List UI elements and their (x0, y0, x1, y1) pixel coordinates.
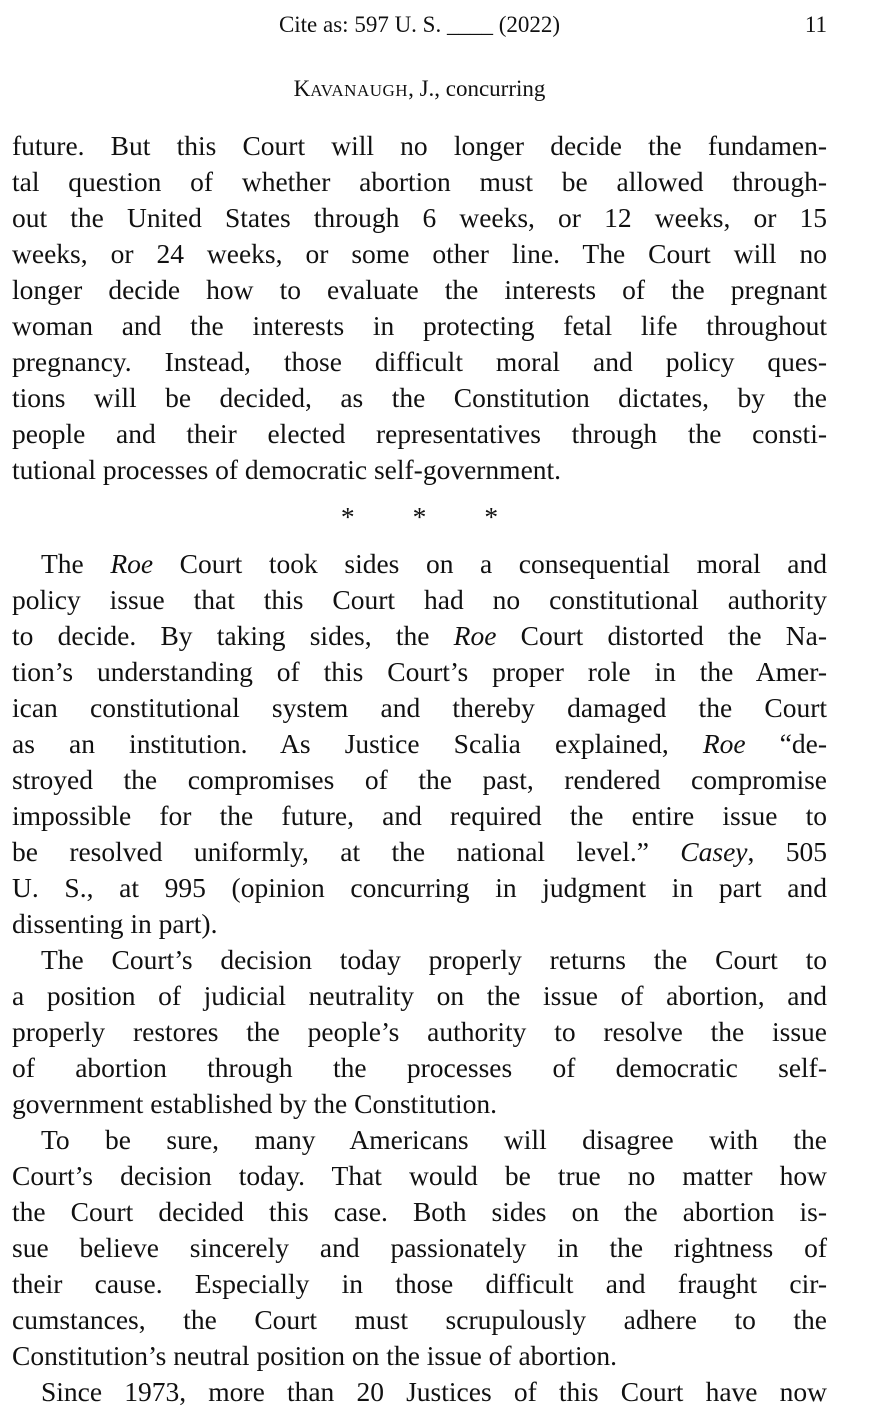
text-line: Court’s decision today. That would be true no matter how (12, 1160, 827, 1191)
text-line: future. But this Court will no longer decide the fundamen- (12, 130, 827, 161)
text-line: properly restores the people’s authority to resolve the issue (12, 1016, 827, 1047)
paragraph-4 (12, 1122, 827, 1374)
text-line: ican constitutional system and thereby damaged the Court (12, 692, 827, 723)
text-line (12, 726, 827, 762)
separator-star: * (412, 501, 427, 532)
text-run: “de- (745, 728, 827, 759)
running-head-smallcaps: AVANAUGH (310, 81, 409, 100)
text-line: tion’s understanding of this Court’s proper role in the Amer- (12, 656, 827, 687)
text-line: pregnancy. Instead, those difficult moral and policy ques- (12, 346, 827, 377)
text-line: cumstances, the Court must scrupulously adhere to the (12, 1304, 827, 1335)
text-line: government established by the Constitution. (12, 1088, 498, 1119)
paragraph-2 (12, 546, 827, 942)
case-name-italic: Roe (110, 548, 154, 579)
text-run: , 505 (747, 836, 828, 867)
case-name-italic: Roe (453, 620, 497, 651)
page-header (12, 12, 827, 44)
citation-header: Cite as: 597 U. S. ____ (2022) (278, 12, 561, 37)
text-line: impossible for the future, and required the entire issue to (12, 800, 827, 831)
text-line (12, 834, 827, 870)
text-line: the Court decided this case. Both sides on the abortion is- (12, 1196, 827, 1227)
text-run: be resolved uniformly, at the national level.” (12, 836, 681, 867)
text-line: a position of judicial neutrality on the issue of abortion, and (12, 980, 827, 1011)
page-number: 11 (804, 12, 827, 37)
paragraph-5 (12, 1374, 827, 1410)
text-run: Court took sides on a consequential moral and (153, 548, 827, 579)
text-line: tions will be decided, as the Constitution dictates, by the (12, 382, 827, 413)
separator-star: * (340, 501, 355, 532)
text-line: their cause. Especially in those difficult and fraught cir- (12, 1268, 827, 1299)
text-line: tutional processes of democratic self-government. (12, 454, 562, 485)
text-line (12, 546, 827, 582)
text-line: dissenting in part). (12, 908, 218, 939)
text-line: out the United States through 6 weeks, or 12 weeks, or 15 (12, 202, 827, 233)
text-line (12, 618, 827, 654)
running-head-rest: , J., concurring (408, 76, 546, 101)
text-line: The Court’s decision today properly returns the Court to (41, 944, 827, 975)
text-line: people and their elected representatives through the consti- (12, 418, 827, 449)
text-line: tal question of whether abortion must be allowed through- (12, 166, 827, 197)
opinion-body (12, 128, 827, 1410)
text-run: The (41, 548, 111, 579)
text-line: Constitution’s neutral position on the issue of abortion. (12, 1340, 617, 1371)
running-head-initial: K (293, 76, 311, 101)
separator-star: * (484, 501, 499, 532)
text-line: sue believe sincerely and passionately in the rightness of (12, 1232, 827, 1263)
case-name-italic: Casey (680, 836, 748, 867)
paragraph-3 (12, 942, 827, 1122)
text-run: to decide. By taking sides, the (12, 620, 454, 651)
text-run: as an institution. As Justice Scalia explained, (12, 728, 703, 759)
text-line: stroyed the compromises of the past, rendered compromise (12, 764, 827, 795)
paragraph-1 (12, 128, 827, 488)
case-name-italic: Roe (702, 728, 746, 759)
section-separator (12, 488, 827, 546)
text-line: weeks, or 24 weeks, or some other line. The Court will no (12, 238, 827, 269)
text-line: longer decide how to evaluate the interests of the pregnant (12, 274, 827, 305)
text-line: U. S., at 995 (opinion concurring in judgment in part and (12, 872, 827, 903)
text-line: policy issue that this Court had no constitutional authority (12, 584, 827, 615)
text-run: Court distorted the Na- (496, 620, 827, 651)
text-line: of abortion through the processes of democratic self- (12, 1052, 827, 1083)
text-line: Since 1973, more than 20 Justices of this Court have now (41, 1376, 827, 1407)
text-line: woman and the interests in protecting fetal life throughout (12, 310, 827, 341)
text-line: To be sure, many Americans will disagree with the (41, 1124, 827, 1155)
running-head (12, 76, 827, 102)
